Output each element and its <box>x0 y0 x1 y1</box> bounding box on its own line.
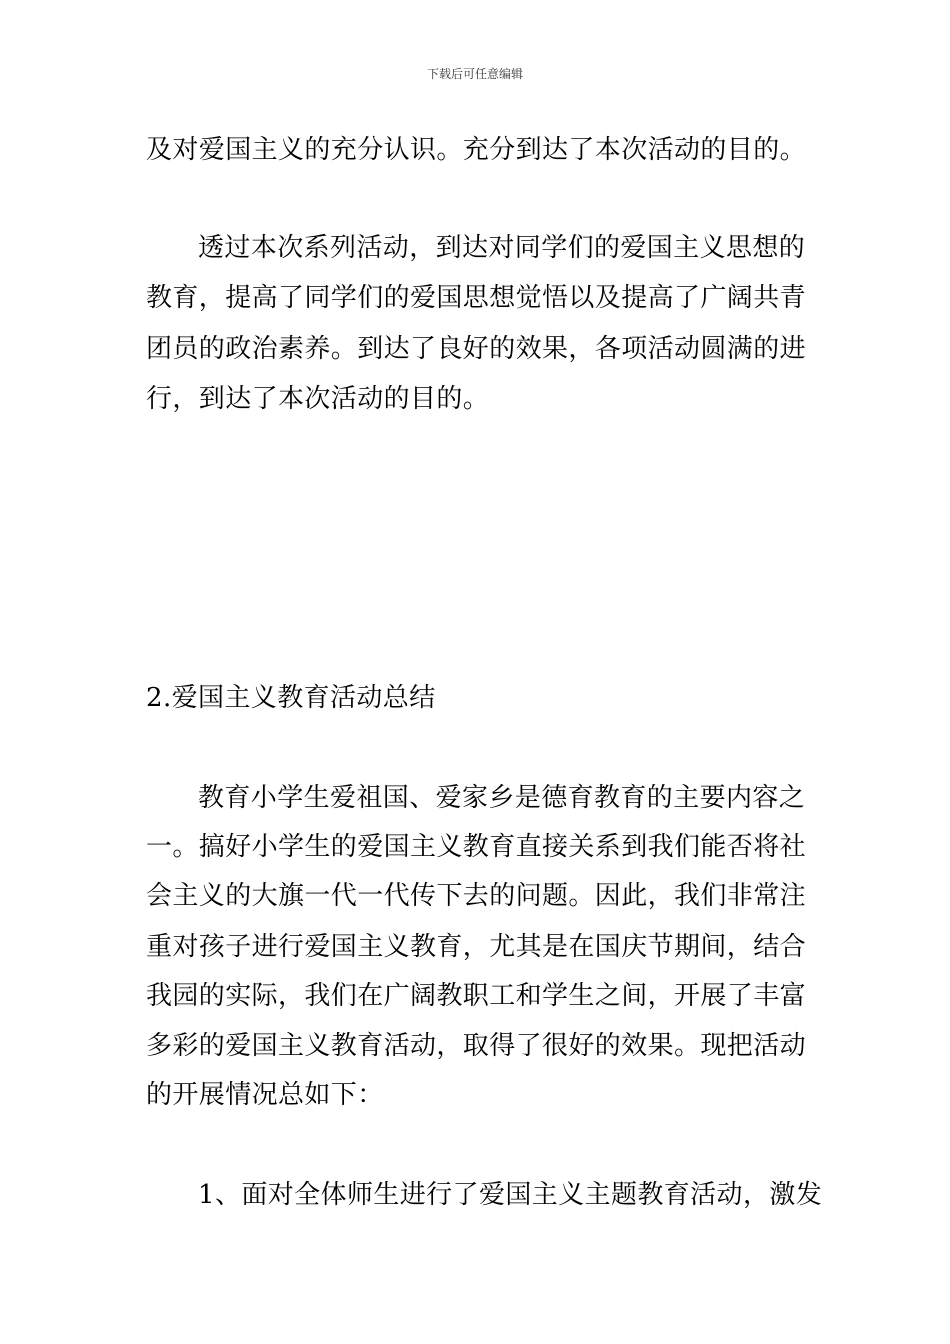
paragraph-line: 团员的政治素养。到达了良好的效果，各项活动圆满的进 <box>146 334 807 364</box>
paragraph-line: 透过本次系列活动，到达对同学们的爱国主义思想的 <box>198 233 806 263</box>
paragraph-line: 行，到达了本次活动的目的。 <box>146 384 490 414</box>
paragraph-line: 教育，提高了同学们的爱国思想觉悟以及提高了广阔共青 <box>146 283 807 313</box>
paragraph-line: 一。搞好小学生的爱国主义教育直接关系到我们能否将社 <box>146 832 807 862</box>
paragraph-line: 的开展情况总如下： <box>146 1080 384 1110</box>
paragraph-continuation-line: 及对爱国主义的充分认识。充分到达了本次活动的目的。 <box>146 135 807 165</box>
paragraph-line: 会主义的大旗一代一代传下去的问题。因此，我们非常注 <box>146 881 807 911</box>
paragraph-line: 多彩的爱国主义教育活动，取得了很好的效果。现把活动 <box>146 1031 807 1061</box>
numbered-item-line: 1、面对全体师生进行了爱国主义主题教育活动，激发 <box>198 1180 823 1210</box>
page-header: 下载后可任意编辑 <box>426 67 523 81</box>
paragraph-line: 教育小学生爱祖国、爱家乡是德育教育的主要内容之 <box>198 783 806 813</box>
paragraph-line: 我园的实际，我们在广阔教职工和学生之间，开展了丰富 <box>146 981 807 1011</box>
paragraph-line: 重对孩子进行爱国主义教育，尤其是在国庆节期间，结合 <box>146 932 807 962</box>
section-heading: 2.爱国主义教育活动总结 <box>146 683 436 713</box>
